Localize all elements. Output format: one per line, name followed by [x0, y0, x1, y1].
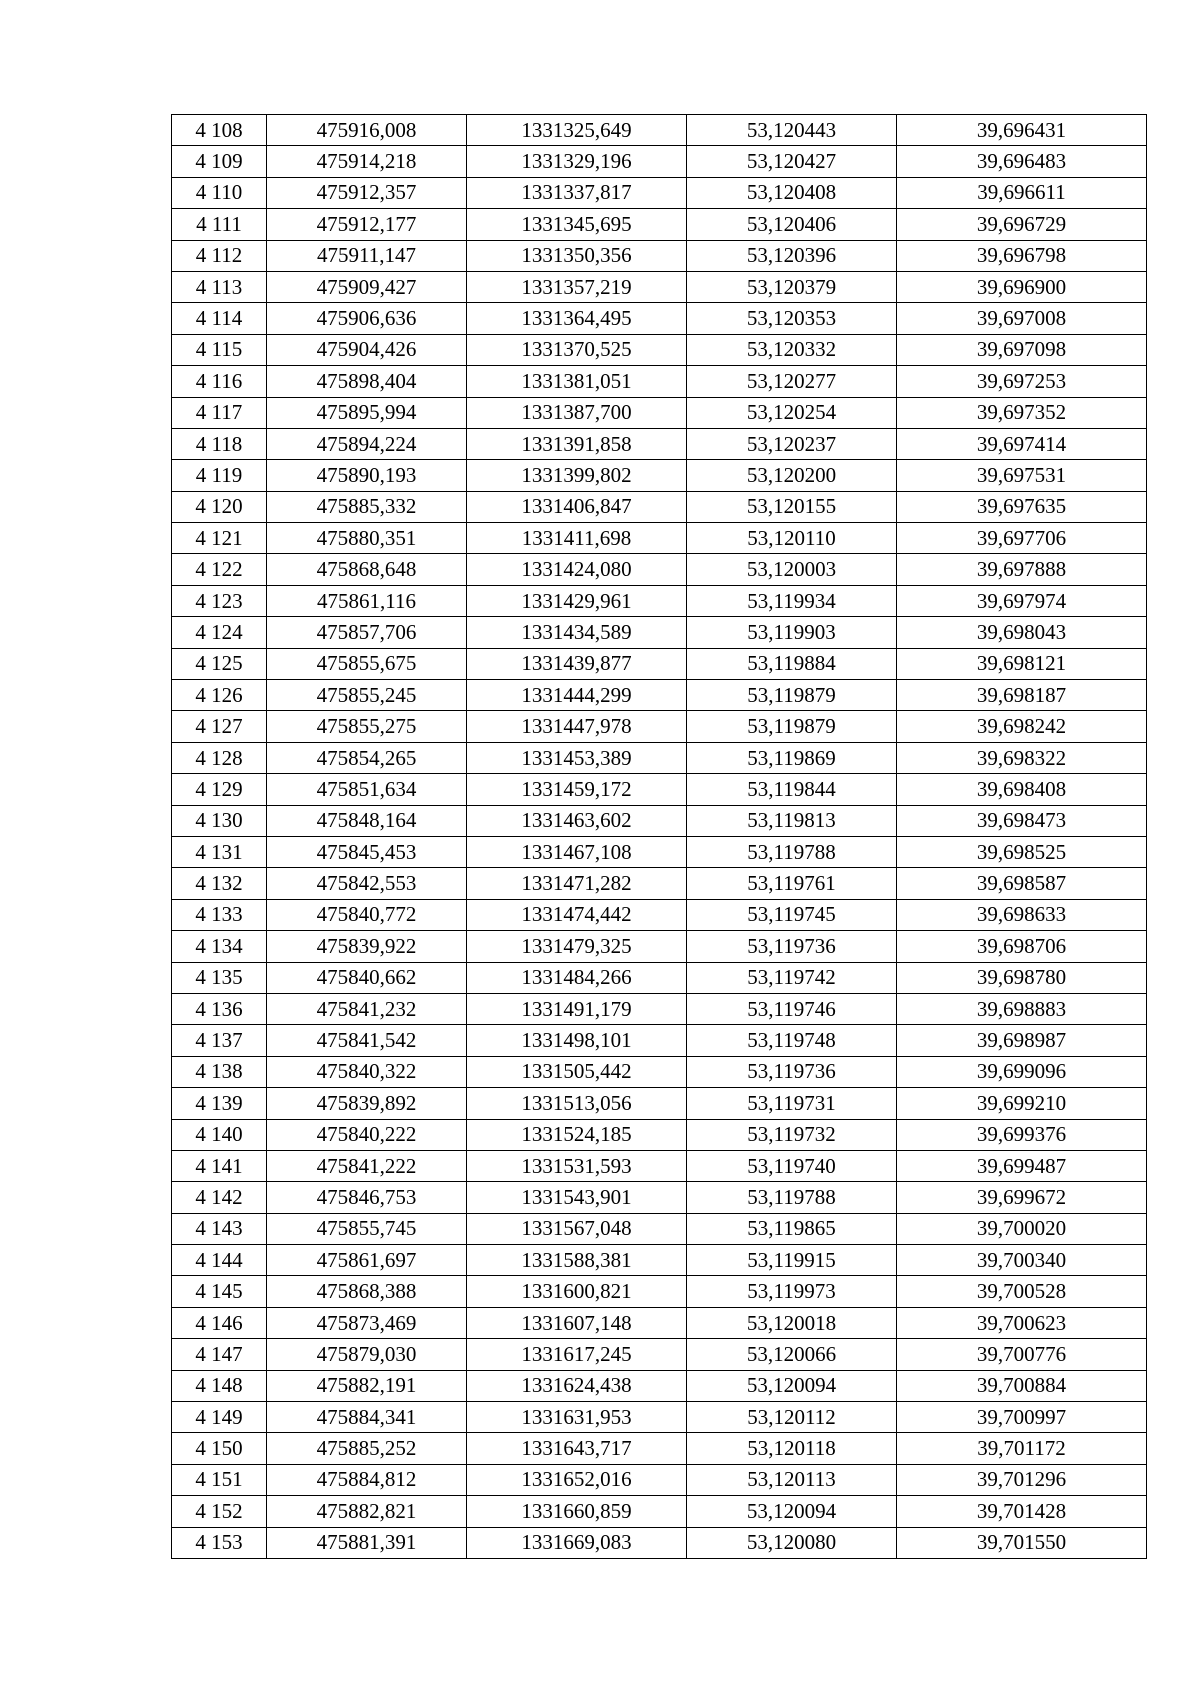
table-row — [172, 1150, 1147, 1181]
y-coordinate-cell: 1331524,185 — [467, 1119, 687, 1150]
y-coordinate-cell: 1331652,016 — [467, 1464, 687, 1495]
longitude-cell: 39,696729 — [897, 209, 1147, 240]
point-number-cell: 4 130 — [172, 805, 267, 836]
x-coordinate-cell: 475909,427 — [267, 271, 467, 302]
point-number-cell: 4 150 — [172, 1433, 267, 1464]
point-number-cell: 4 143 — [172, 1213, 267, 1244]
y-coordinate-cell: 1331643,717 — [467, 1433, 687, 1464]
table-row — [172, 742, 1147, 773]
latitude-cell: 53,119788 — [687, 836, 897, 867]
table-row — [172, 836, 1147, 867]
table-row — [172, 1088, 1147, 1119]
x-coordinate-cell: 475839,922 — [267, 931, 467, 962]
x-coordinate-cell: 475884,812 — [267, 1464, 467, 1495]
longitude-cell: 39,698322 — [897, 742, 1147, 773]
y-coordinate-cell: 1331588,381 — [467, 1245, 687, 1276]
x-coordinate-cell: 475894,224 — [267, 428, 467, 459]
x-coordinate-cell: 475868,388 — [267, 1276, 467, 1307]
longitude-cell: 39,696431 — [897, 115, 1147, 146]
latitude-cell: 53,120353 — [687, 303, 897, 334]
longitude-cell: 39,701296 — [897, 1464, 1147, 1495]
table-row — [172, 1496, 1147, 1527]
latitude-cell: 53,120155 — [687, 491, 897, 522]
longitude-cell: 39,698121 — [897, 648, 1147, 679]
latitude-cell: 53,119844 — [687, 774, 897, 805]
table-row — [172, 115, 1147, 146]
table-row — [172, 1339, 1147, 1370]
table-row — [172, 1245, 1147, 1276]
table-row — [172, 1464, 1147, 1495]
point-number-cell: 4 112 — [172, 240, 267, 271]
table-row — [172, 397, 1147, 428]
x-coordinate-cell: 475868,648 — [267, 554, 467, 585]
longitude-cell: 39,700528 — [897, 1276, 1147, 1307]
x-coordinate-cell: 475855,745 — [267, 1213, 467, 1244]
longitude-cell: 39,697635 — [897, 491, 1147, 522]
table-row — [172, 1370, 1147, 1401]
table-row — [172, 428, 1147, 459]
y-coordinate-cell: 1331364,495 — [467, 303, 687, 334]
latitude-cell: 53,119745 — [687, 899, 897, 930]
point-number-cell: 4 145 — [172, 1276, 267, 1307]
table-row — [172, 680, 1147, 711]
latitude-cell: 53,119788 — [687, 1182, 897, 1213]
point-number-cell: 4 141 — [172, 1150, 267, 1181]
longitude-cell: 39,697352 — [897, 397, 1147, 428]
latitude-cell: 53,120066 — [687, 1339, 897, 1370]
x-coordinate-cell: 475840,772 — [267, 899, 467, 930]
longitude-cell: 39,696611 — [897, 177, 1147, 208]
longitude-cell: 39,698706 — [897, 931, 1147, 962]
x-coordinate-cell: 475884,341 — [267, 1402, 467, 1433]
point-number-cell: 4 128 — [172, 742, 267, 773]
point-number-cell: 4 140 — [172, 1119, 267, 1150]
table-row — [172, 1182, 1147, 1213]
x-coordinate-cell: 475840,322 — [267, 1056, 467, 1087]
longitude-cell: 39,700997 — [897, 1402, 1147, 1433]
x-coordinate-cell: 475855,675 — [267, 648, 467, 679]
y-coordinate-cell: 1331337,817 — [467, 177, 687, 208]
y-coordinate-cell: 1331543,901 — [467, 1182, 687, 1213]
point-number-cell: 4 138 — [172, 1056, 267, 1087]
latitude-cell: 53,120396 — [687, 240, 897, 271]
y-coordinate-cell: 1331357,219 — [467, 271, 687, 302]
x-coordinate-cell: 475848,164 — [267, 805, 467, 836]
longitude-cell: 39,700020 — [897, 1213, 1147, 1244]
latitude-cell: 53,119884 — [687, 648, 897, 679]
point-number-cell: 4 131 — [172, 836, 267, 867]
longitude-cell: 39,701428 — [897, 1496, 1147, 1527]
table-row — [172, 240, 1147, 271]
x-coordinate-cell: 475912,357 — [267, 177, 467, 208]
longitude-cell: 39,698408 — [897, 774, 1147, 805]
latitude-cell: 53,120277 — [687, 366, 897, 397]
x-coordinate-cell: 475857,706 — [267, 617, 467, 648]
x-coordinate-cell: 475840,222 — [267, 1119, 467, 1150]
y-coordinate-cell: 1331411,698 — [467, 523, 687, 554]
y-coordinate-cell: 1331624,438 — [467, 1370, 687, 1401]
latitude-cell: 53,119973 — [687, 1276, 897, 1307]
table-row — [172, 491, 1147, 522]
longitude-cell: 39,698187 — [897, 680, 1147, 711]
y-coordinate-cell: 1331463,602 — [467, 805, 687, 836]
point-number-cell: 4 137 — [172, 1025, 267, 1056]
longitude-cell: 39,698883 — [897, 993, 1147, 1024]
latitude-cell: 53,120080 — [687, 1527, 897, 1558]
point-number-cell: 4 136 — [172, 993, 267, 1024]
table-row — [172, 774, 1147, 805]
y-coordinate-cell: 1331607,148 — [467, 1307, 687, 1338]
longitude-cell: 39,698242 — [897, 711, 1147, 742]
x-coordinate-cell: 475840,662 — [267, 962, 467, 993]
point-number-cell: 4 108 — [172, 115, 267, 146]
point-number-cell: 4 124 — [172, 617, 267, 648]
table-row — [172, 1307, 1147, 1338]
x-coordinate-cell: 475916,008 — [267, 115, 467, 146]
y-coordinate-cell: 1331391,858 — [467, 428, 687, 459]
latitude-cell: 53,120094 — [687, 1496, 897, 1527]
y-coordinate-cell: 1331439,877 — [467, 648, 687, 679]
latitude-cell: 53,120113 — [687, 1464, 897, 1495]
latitude-cell: 53,120406 — [687, 209, 897, 240]
y-coordinate-cell: 1331600,821 — [467, 1276, 687, 1307]
x-coordinate-cell: 475906,636 — [267, 303, 467, 334]
table-row — [172, 177, 1147, 208]
y-coordinate-cell: 1331444,299 — [467, 680, 687, 711]
y-coordinate-cell: 1331491,179 — [467, 993, 687, 1024]
x-coordinate-cell: 475861,116 — [267, 585, 467, 616]
table-row — [172, 1025, 1147, 1056]
table-row — [172, 1213, 1147, 1244]
point-number-cell: 4 119 — [172, 460, 267, 491]
longitude-cell: 39,699210 — [897, 1088, 1147, 1119]
latitude-cell: 53,119934 — [687, 585, 897, 616]
longitude-cell: 39,696900 — [897, 271, 1147, 302]
latitude-cell: 53,120003 — [687, 554, 897, 585]
x-coordinate-cell: 475911,147 — [267, 240, 467, 271]
latitude-cell: 53,120379 — [687, 271, 897, 302]
x-coordinate-cell: 475845,453 — [267, 836, 467, 867]
x-coordinate-cell: 475912,177 — [267, 209, 467, 240]
latitude-cell: 53,119903 — [687, 617, 897, 648]
y-coordinate-cell: 1331505,442 — [467, 1056, 687, 1087]
point-number-cell: 4 127 — [172, 711, 267, 742]
longitude-cell: 39,699096 — [897, 1056, 1147, 1087]
longitude-cell: 39,697888 — [897, 554, 1147, 585]
longitude-cell: 39,700884 — [897, 1370, 1147, 1401]
point-number-cell: 4 115 — [172, 334, 267, 365]
table-row — [172, 1119, 1147, 1150]
x-coordinate-cell: 475855,245 — [267, 680, 467, 711]
point-number-cell: 4 132 — [172, 868, 267, 899]
y-coordinate-cell: 1331631,953 — [467, 1402, 687, 1433]
x-coordinate-cell: 475841,542 — [267, 1025, 467, 1056]
y-coordinate-cell: 1331345,695 — [467, 209, 687, 240]
point-number-cell: 4 144 — [172, 1245, 267, 1276]
x-coordinate-cell: 475890,193 — [267, 460, 467, 491]
y-coordinate-cell: 1331350,356 — [467, 240, 687, 271]
latitude-cell: 53,119736 — [687, 931, 897, 962]
point-number-cell: 4 109 — [172, 146, 267, 177]
latitude-cell: 53,119740 — [687, 1150, 897, 1181]
table-row — [172, 931, 1147, 962]
longitude-cell: 39,697974 — [897, 585, 1147, 616]
point-number-cell: 4 111 — [172, 209, 267, 240]
y-coordinate-cell: 1331484,266 — [467, 962, 687, 993]
table-row — [172, 523, 1147, 554]
x-coordinate-cell: 475842,553 — [267, 868, 467, 899]
point-number-cell: 4 118 — [172, 428, 267, 459]
y-coordinate-cell: 1331513,056 — [467, 1088, 687, 1119]
latitude-cell: 53,119742 — [687, 962, 897, 993]
point-number-cell: 4 123 — [172, 585, 267, 616]
y-coordinate-cell: 1331429,961 — [467, 585, 687, 616]
x-coordinate-cell: 475839,892 — [267, 1088, 467, 1119]
longitude-cell: 39,698780 — [897, 962, 1147, 993]
y-coordinate-cell: 1331387,700 — [467, 397, 687, 428]
table-row — [172, 271, 1147, 302]
latitude-cell: 53,119731 — [687, 1088, 897, 1119]
longitude-cell: 39,698633 — [897, 899, 1147, 930]
table-row — [172, 1527, 1147, 1558]
table-row — [172, 993, 1147, 1024]
x-coordinate-cell: 475882,191 — [267, 1370, 467, 1401]
longitude-cell: 39,701172 — [897, 1433, 1147, 1464]
point-number-cell: 4 146 — [172, 1307, 267, 1338]
longitude-cell: 39,700623 — [897, 1307, 1147, 1338]
x-coordinate-cell: 475904,426 — [267, 334, 467, 365]
longitude-cell: 39,701550 — [897, 1527, 1147, 1558]
latitude-cell: 53,120237 — [687, 428, 897, 459]
table-row — [172, 868, 1147, 899]
longitude-cell: 39,697008 — [897, 303, 1147, 334]
point-number-cell: 4 114 — [172, 303, 267, 334]
latitude-cell: 53,120408 — [687, 177, 897, 208]
longitude-cell: 39,699487 — [897, 1150, 1147, 1181]
y-coordinate-cell: 1331467,108 — [467, 836, 687, 867]
y-coordinate-cell: 1331434,589 — [467, 617, 687, 648]
point-number-cell: 4 134 — [172, 931, 267, 962]
y-coordinate-cell: 1331399,802 — [467, 460, 687, 491]
longitude-cell: 39,697253 — [897, 366, 1147, 397]
point-number-cell: 4 122 — [172, 554, 267, 585]
longitude-cell: 39,700776 — [897, 1339, 1147, 1370]
table-row — [172, 805, 1147, 836]
y-coordinate-cell: 1331447,978 — [467, 711, 687, 742]
x-coordinate-cell: 475885,252 — [267, 1433, 467, 1464]
latitude-cell: 53,120112 — [687, 1402, 897, 1433]
longitude-cell: 39,696483 — [897, 146, 1147, 177]
point-number-cell: 4 153 — [172, 1527, 267, 1558]
x-coordinate-cell: 475898,404 — [267, 366, 467, 397]
x-coordinate-cell: 475855,275 — [267, 711, 467, 742]
point-number-cell: 4 129 — [172, 774, 267, 805]
coordinates-table — [171, 114, 1147, 1559]
latitude-cell: 53,119748 — [687, 1025, 897, 1056]
y-coordinate-cell: 1331660,859 — [467, 1496, 687, 1527]
latitude-cell: 53,119736 — [687, 1056, 897, 1087]
latitude-cell: 53,120094 — [687, 1370, 897, 1401]
longitude-cell: 39,698043 — [897, 617, 1147, 648]
latitude-cell: 53,120254 — [687, 397, 897, 428]
y-coordinate-cell: 1331406,847 — [467, 491, 687, 522]
x-coordinate-cell: 475881,391 — [267, 1527, 467, 1558]
table-row — [172, 711, 1147, 742]
y-coordinate-cell: 1331459,172 — [467, 774, 687, 805]
y-coordinate-cell: 1331498,101 — [467, 1025, 687, 1056]
table-row — [172, 209, 1147, 240]
y-coordinate-cell: 1331479,325 — [467, 931, 687, 962]
x-coordinate-cell: 475882,821 — [267, 1496, 467, 1527]
point-number-cell: 4 121 — [172, 523, 267, 554]
longitude-cell: 39,698473 — [897, 805, 1147, 836]
longitude-cell: 39,697414 — [897, 428, 1147, 459]
x-coordinate-cell: 475879,030 — [267, 1339, 467, 1370]
x-coordinate-cell: 475885,332 — [267, 491, 467, 522]
coordinates-table-body — [172, 115, 1147, 1559]
table-row — [172, 899, 1147, 930]
table-row — [172, 366, 1147, 397]
latitude-cell: 53,119746 — [687, 993, 897, 1024]
x-coordinate-cell: 475841,232 — [267, 993, 467, 1024]
table-row — [172, 334, 1147, 365]
y-coordinate-cell: 1331669,083 — [467, 1527, 687, 1558]
latitude-cell: 53,120332 — [687, 334, 897, 365]
table-row — [172, 962, 1147, 993]
latitude-cell: 53,119813 — [687, 805, 897, 836]
table-row — [172, 1276, 1147, 1307]
point-number-cell: 4 120 — [172, 491, 267, 522]
latitude-cell: 53,119761 — [687, 868, 897, 899]
latitude-cell: 53,120427 — [687, 146, 897, 177]
table-row — [172, 554, 1147, 585]
table-row — [172, 146, 1147, 177]
x-coordinate-cell: 475914,218 — [267, 146, 467, 177]
x-coordinate-cell: 475851,634 — [267, 774, 467, 805]
latitude-cell: 53,120118 — [687, 1433, 897, 1464]
y-coordinate-cell: 1331370,525 — [467, 334, 687, 365]
longitude-cell: 39,698987 — [897, 1025, 1147, 1056]
y-coordinate-cell: 1331453,389 — [467, 742, 687, 773]
x-coordinate-cell: 475895,994 — [267, 397, 467, 428]
x-coordinate-cell: 475873,469 — [267, 1307, 467, 1338]
point-number-cell: 4 147 — [172, 1339, 267, 1370]
latitude-cell: 53,119732 — [687, 1119, 897, 1150]
point-number-cell: 4 149 — [172, 1402, 267, 1433]
point-number-cell: 4 116 — [172, 366, 267, 397]
point-number-cell: 4 135 — [172, 962, 267, 993]
x-coordinate-cell: 475841,222 — [267, 1150, 467, 1181]
latitude-cell: 53,120018 — [687, 1307, 897, 1338]
x-coordinate-cell: 475880,351 — [267, 523, 467, 554]
latitude-cell: 53,120443 — [687, 115, 897, 146]
point-number-cell: 4 110 — [172, 177, 267, 208]
longitude-cell: 39,697531 — [897, 460, 1147, 491]
point-number-cell: 4 117 — [172, 397, 267, 428]
table-row — [172, 1402, 1147, 1433]
longitude-cell: 39,700340 — [897, 1245, 1147, 1276]
table-row — [172, 1433, 1147, 1464]
latitude-cell: 53,119915 — [687, 1245, 897, 1276]
point-number-cell: 4 133 — [172, 899, 267, 930]
x-coordinate-cell: 475854,265 — [267, 742, 467, 773]
y-coordinate-cell: 1331381,051 — [467, 366, 687, 397]
point-number-cell: 4 151 — [172, 1464, 267, 1495]
point-number-cell: 4 139 — [172, 1088, 267, 1119]
longitude-cell: 39,699376 — [897, 1119, 1147, 1150]
y-coordinate-cell: 1331617,245 — [467, 1339, 687, 1370]
y-coordinate-cell: 1331531,593 — [467, 1150, 687, 1181]
point-number-cell: 4 113 — [172, 271, 267, 302]
table-row — [172, 303, 1147, 334]
longitude-cell: 39,699672 — [897, 1182, 1147, 1213]
y-coordinate-cell: 1331329,196 — [467, 146, 687, 177]
y-coordinate-cell: 1331474,442 — [467, 899, 687, 930]
longitude-cell: 39,698525 — [897, 836, 1147, 867]
point-number-cell: 4 152 — [172, 1496, 267, 1527]
table-row — [172, 1056, 1147, 1087]
point-number-cell: 4 148 — [172, 1370, 267, 1401]
y-coordinate-cell: 1331471,282 — [467, 868, 687, 899]
table-row — [172, 460, 1147, 491]
longitude-cell: 39,696798 — [897, 240, 1147, 271]
y-coordinate-cell: 1331424,080 — [467, 554, 687, 585]
longitude-cell: 39,697098 — [897, 334, 1147, 365]
point-number-cell: 4 126 — [172, 680, 267, 711]
y-coordinate-cell: 1331567,048 — [467, 1213, 687, 1244]
latitude-cell: 53,119879 — [687, 680, 897, 711]
table-row — [172, 648, 1147, 679]
point-number-cell: 4 125 — [172, 648, 267, 679]
longitude-cell: 39,697706 — [897, 523, 1147, 554]
latitude-cell: 53,120110 — [687, 523, 897, 554]
x-coordinate-cell: 475846,753 — [267, 1182, 467, 1213]
latitude-cell: 53,119879 — [687, 711, 897, 742]
latitude-cell: 53,120200 — [687, 460, 897, 491]
y-coordinate-cell: 1331325,649 — [467, 115, 687, 146]
table-row — [172, 585, 1147, 616]
latitude-cell: 53,119865 — [687, 1213, 897, 1244]
table-row — [172, 617, 1147, 648]
longitude-cell: 39,698587 — [897, 868, 1147, 899]
latitude-cell: 53,119869 — [687, 742, 897, 773]
x-coordinate-cell: 475861,697 — [267, 1245, 467, 1276]
point-number-cell: 4 142 — [172, 1182, 267, 1213]
